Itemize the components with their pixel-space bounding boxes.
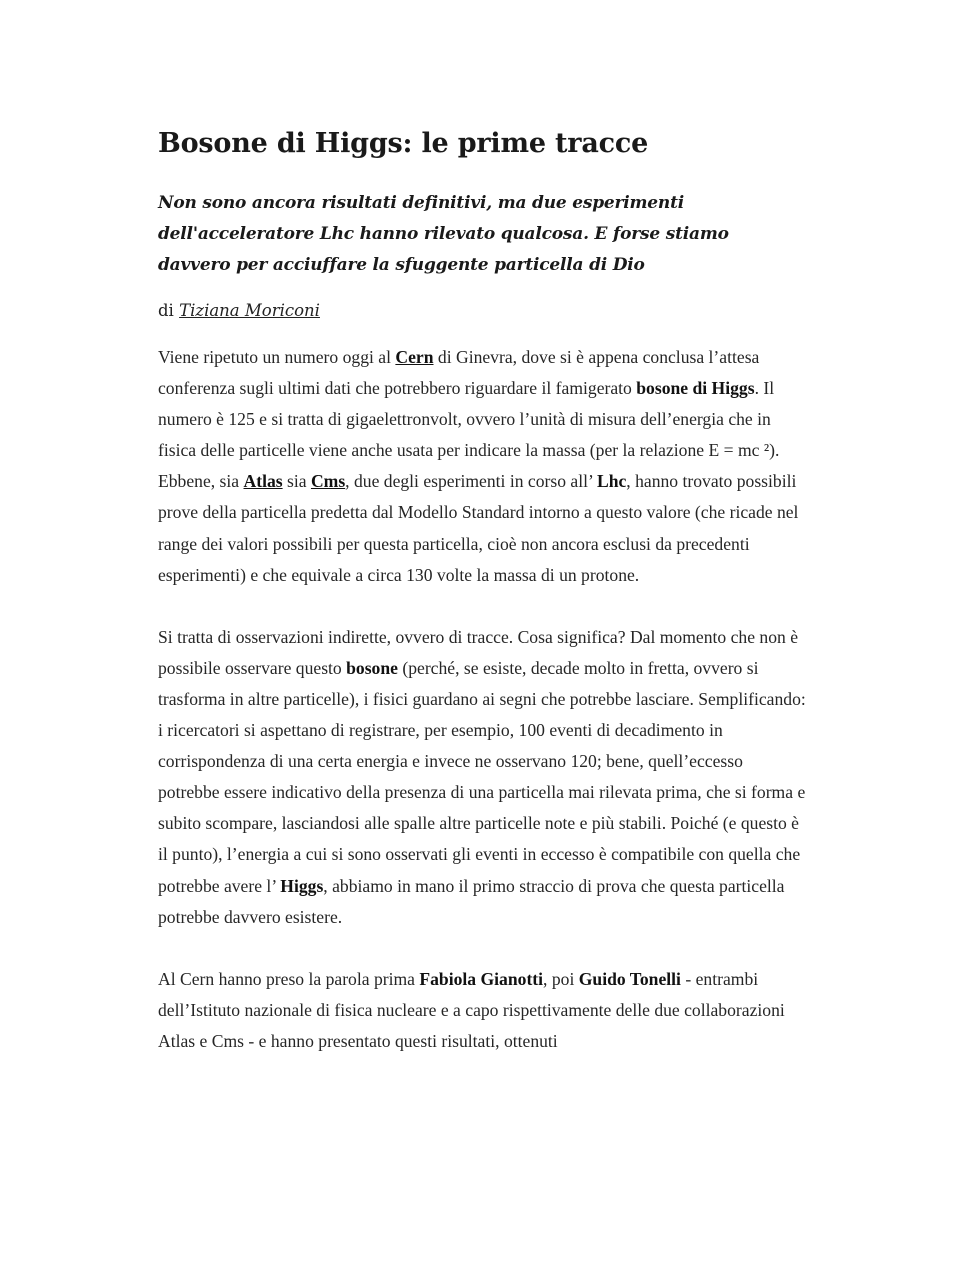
byline — [158, 295, 806, 326]
p3-text-1: Al Cern hanno preso la parola prima — [158, 968, 420, 989]
gianotti-bold: Fabiola Gianotti — [419, 968, 544, 989]
p2-text-2: (perché, se esiste, decade molto in fretta, ovvero si trasforma in altre particelle), i fisici guardano ai segni che potrebbe lasciare. Semplificando: i ricercatori si aspettano di registrare, per esempio, 100 eventi di decadimento in corrispondenza di una certa energia e invece ne osservano 120; bene, quell’eccesso potrebbe essere indicativo della presenza di una particella mai rilevata prima, che si forma e subito scompare, lasciandosi alle spalle altre particelle note e più stabili. Poiché (e questo è il punto), l’energia a cui si sono osservati gli eventi in eccesso è compatibile con quella che potrebbe avere l’ — [158, 657, 806, 896]
p1-text-2: di Ginevra, dove si è appena conclusa l’attesa conferenza sugli ultimi dati che potrebbero riguardare il famigerato — [158, 347, 760, 399]
atlas-link[interactable]: Atlas — [243, 471, 283, 492]
p1-text-1: Viene ripetuto un numero oggi al — [158, 347, 396, 367]
article — [158, 120, 806, 1057]
p2-text-3: , abbiamo in mano il primo straccio di prova che questa particella potrebbe davvero esistere. — [158, 875, 785, 927]
article-title: Bosone di Higgs: le prime tracce — [158, 128, 649, 159]
cms-link[interactable]: Cms — [310, 471, 346, 492]
p3-text-2: , poi — [543, 968, 579, 989]
p1-text-6: , hanno trovato possibili prove della particella predetta dal Modello Standard intorno a questo valore (che ricade nel range dei valori possibili per questa particella, cioè non ancora esclusi da precedenti esperimenti) e che equivale a circa 130 volte la massa di un protone. — [158, 471, 799, 585]
byline-prefix: di — [158, 301, 174, 320]
p1-text-4: sia — [282, 471, 311, 492]
paragraph-1 — [158, 342, 806, 591]
p3-text-3: - entrambi dell’Istituto nazionale di fisica nucleare e a capo rispettivamente delle due collaborazioni Atlas e Cms - e hanno presentato questi risultati, ottenuti — [158, 968, 785, 1051]
cern-link[interactable]: Cern — [395, 347, 434, 367]
p1-text-3: . Il numero è 125 e si tratta di gigaelettronvolt, ovvero l’unità di misura dell’energia che in fisica delle particelle viene anche usata per indicare la massa (per la relazione E = mc ²). Ebbene, sia — [158, 378, 780, 492]
bosone-bold: bosone — [346, 657, 398, 678]
lhc-bold: Lhc — [596, 471, 627, 492]
p2-text-1: Si tratta di osservazioni indirette, ovvero di tracce. Cosa significa? Dal momento che non è possibile osservare questo — [158, 626, 799, 678]
higgs-bold: Higgs — [280, 875, 324, 896]
bosone-di-higgs-bold: bosone di Higgs — [636, 378, 755, 399]
paragraph-2 — [158, 622, 806, 933]
p1-text-5: , due degli esperimenti in corso all’ — [345, 471, 597, 492]
tonelli-bold: Guido Tonelli — [578, 968, 681, 989]
article-subtitle: Non sono ancora risultati definitivi, ma due esperimenti dell'acceleratore Lhc hanno rilevato qualcosa. E forse stiamo davvero per acciuffare la sfuggente particella di Dio — [158, 193, 729, 275]
paragraph-3 — [158, 964, 806, 1057]
author-link[interactable]: Tiziana Moriconi — [179, 301, 320, 320]
